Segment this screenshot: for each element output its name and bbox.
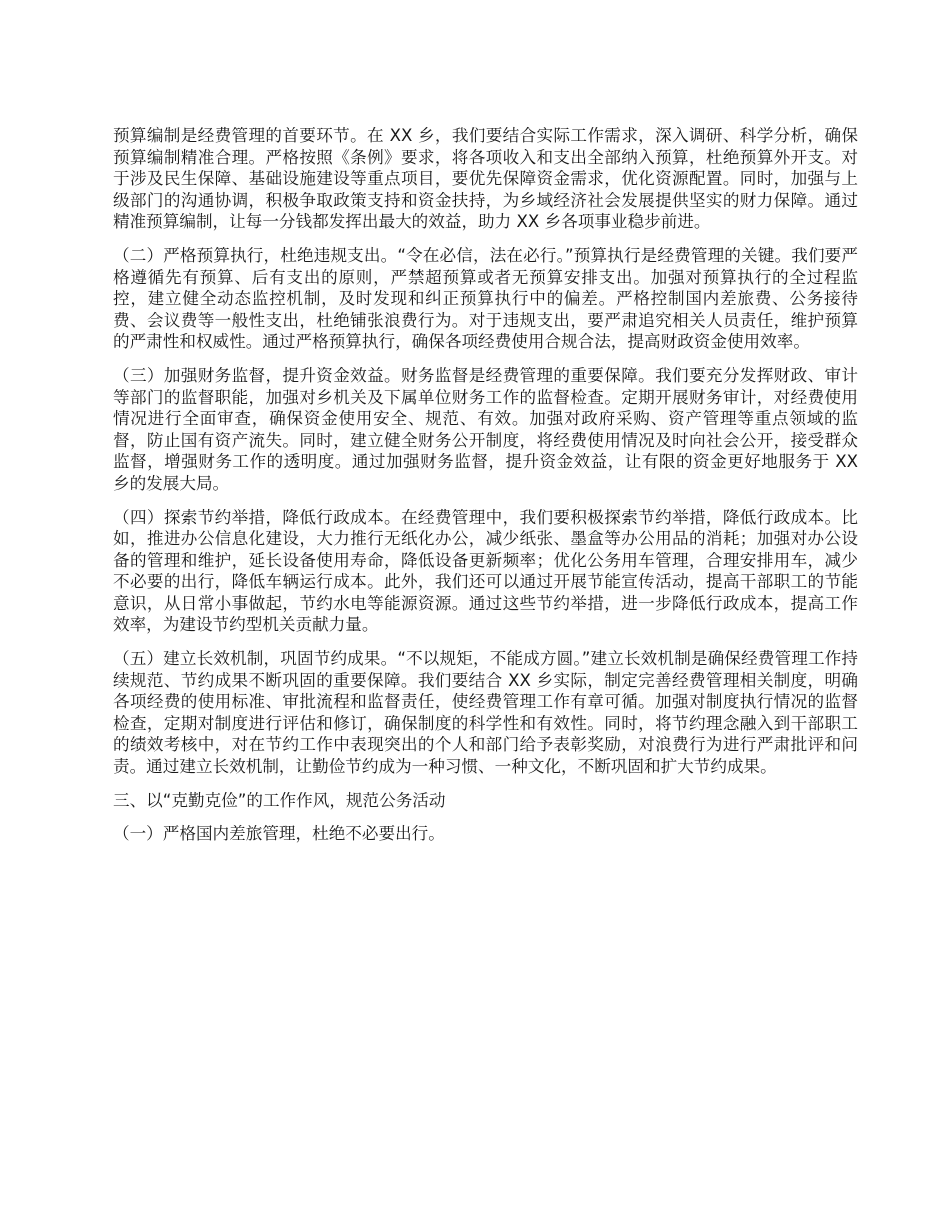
paragraph-budget-execution: （二）严格预算执行，杜绝违规支出。“令在必信，法在必行。”预算执行是经费管理的关键。我们要严格遵循先有预算、后有支出的原则，严禁超预算或者无预算安排支出。加强对预算执行的全过程监控，建立健全动态监控机制，及时发现和纠正预算执行中的偏差。严格控制国内差旅费、公务接待费、会议费等一般性支出，杜绝铺张浪费行为。对于违规支出，要严肃追究相关人员责任，维护预算的严肃性和权威性。通过严格预算执行，确保各项经费使用合规合法，提高财政资金使用效率。 bbox=[113, 245, 858, 352]
section-heading-three: 三、以“克勤克俭”的工作作风，规范公务活动 bbox=[113, 790, 446, 810]
document-body bbox=[113, 125, 858, 857]
paragraph-budget-preparation: 预算编制是经费管理的首要环节。在 XX 乡，我们要结合实际工作需求，深入调研、科学分析，确保预算编制精准合理。严格按照《条例》要求，将各项收入和支出全部纳入预算，杜绝预算外开支。对于涉及民生保障、基础设施建设等重点项目，要优先保障资金需求，优化资源配置。同时，加强与上级部门的沟通协调，积极争取政策支持和资金扶持，为乡域经济社会发展提供坚实的财力保障。通过精准预算编制，让每一分钱都发挥出最大的效益，助力 XX 乡各项事业稳步前进。 bbox=[113, 126, 858, 232]
paragraph-saving-measures: （四）探索节约举措，降低行政成本。在经费管理中，我们要积极探索节约举措，降低行政成本。比如，推进办公信息化建设，大力推行无纸化办公，减少纸张、墨盒等办公用品的消耗；加强对办公设备的管理和维护，延长设备使用寿命，降低设备更新频率；优化公务用车管理，合理安排用车，减少不必要的出行，降低车辆运行成本。此外，我们还可以通过开展节能宣传活动，提高干部职工的节能意识，从日常小事做起，节约水电等能源资源。通过这些节约举措，进一步降低行政成本，提高工作效率，为建设节约型机关贡献力量。 bbox=[113, 507, 858, 635]
paragraph-long-term-mechanism: （五）建立长效机制，巩固节约成果。“不以规矩，不能成方圆。”建立长效机制是确保经费管理工作持续规范、节约成果不断巩固的重要保障。我们要结合 XX 乡实际，制定完善经费管理相关制度，明确各项经费的使用标准、审批流程和监督责任，使经费管理工作有章可循。加强对制度执行情况的监督检查，定期对制度进行评估和修订，确保制度的科学性和有效性。同时，将节约理念融入到干部职工的绩效考核中，对在节约工作中表现突出的个人和部门给予表彰奖励，对浪费行为进行严肃批评和问责。通过建立长效机制，让勤俭节约成为一种习惯、一种文化，不断巩固和扩大节约成果。 bbox=[113, 649, 858, 777]
paragraph-travel-management: （一）严格国内差旅管理，杜绝不必要出行。 bbox=[113, 824, 445, 844]
paragraph-financial-supervision: （三）加强财务监督，提升资金效益。财务监督是经费管理的重要保障。我们要充分发挥财政、审计等部门的监督职能，加强对乡机关及下属单位财务工作的监督检查。定期开展财务审计，对经费使用情况进行全面审查，确保资金使用安全、规范、有效。加强对政府采购、资产管理等重点领域的监督，防止国有资产流失。同时，建立健全财务公开制度，将经费使用情况及时向社会公开，接受群众监督，增强财务工作的透明度。通过加强财务监督，提升资金效益，让有限的资金更好地服务于 XX 乡的发展大局。 bbox=[113, 365, 858, 493]
